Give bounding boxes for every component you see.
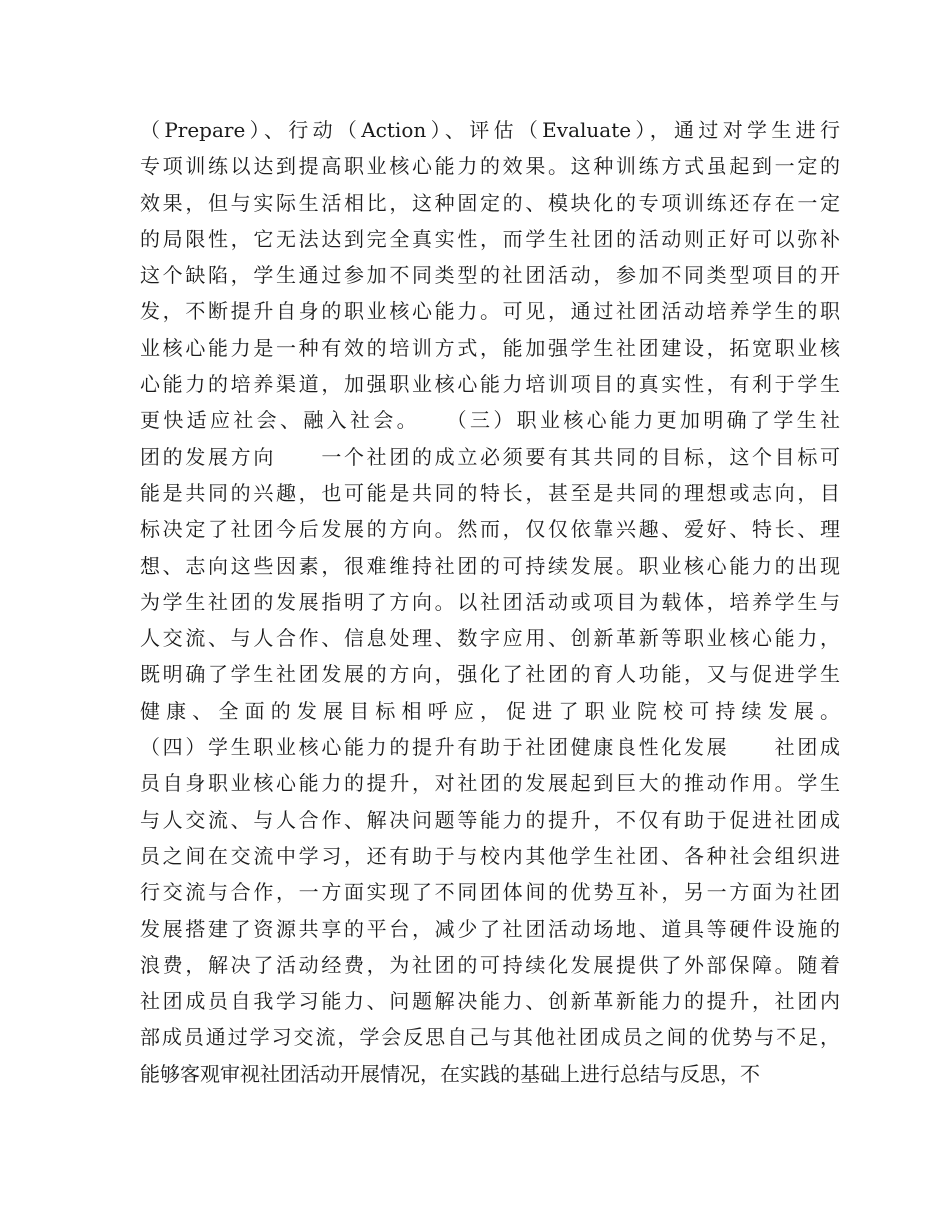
text-line: 员自身职业核心能力的提升，对社团的发展起到巨大的推动作用。学生 [140,771,840,796]
text-line: 员之间在交流中学习，还有助于与校内其他学生社团、各种社会组织进 [140,843,840,868]
text-line: 部成员通过学习交流，学会反思自己与其他社团成员之间的优势与不足， [140,1025,840,1050]
text-line: 标决定了社团今后发展的方向。然而，仅仅依靠兴趣、爱好、特长、理 [140,517,840,542]
text-line: 社团成员自我学习能力、问题解决能力、创新革新能力的提升，社团内 [140,989,840,1014]
text-line: 行交流与合作，一方面实现了不同团体间的优势互补，另一方面为社团 [140,880,840,905]
text-line: 发，不断提升自身的职业核心能力。可见，通过社团活动培养学生的职 [140,299,840,324]
text-line: 团的发展方向 一个社团的成立必须要有其共同的目标，这个目标可 [140,444,840,469]
text-line: 业核心能力是一种有效的培训方式，能加强学生社团建设，拓宽职业核 [140,335,840,360]
text-line: 效果，但与实际生活相比，这种固定的、模块化的专项训练还存在一定 [140,190,840,215]
text-line: 能够客观审视社团活动开展情况，在实践的基础上进行总结与反思，不 [140,1061,760,1086]
text-line: （Prepare）、行动（Action）、评估（Evaluate），通过对学生进行 [140,118,840,142]
text-line: （四）学生职业核心能力的提升有助于社团健康良性化发展 社团成 [140,735,840,760]
text-line: 更快适应社会、融入社会。 （三）职业核心能力更加明确了学生社 [140,408,840,433]
text-line: 的局限性，它无法达到完全真实性，而学生社团的活动则正好可以弥补 [140,226,840,251]
text-line: 发展搭建了资源共享的平台，减少了社团活动场地、道具等硬件设施的 [140,916,840,941]
text-line: 既明确了学生社团发展的方向，强化了社团的育人功能，又与促进学生 [140,662,840,687]
text-line: 健康、全面的发展目标相呼应，促进了职业院校可持续发展。 [140,698,840,723]
text-line: 想、志向这些因素，很难维持社团的可持续发展。职业核心能力的出现 [140,553,840,578]
text-line: 人交流、与人合作、信息处理、数字应用、创新革新等职业核心能力， [140,626,840,651]
text-line: 与人交流、与人合作、解决问题等能力的提升，不仅有助于促进社团成 [140,807,840,832]
body-text [140,112,840,1092]
text-line: 能是共同的兴趣，也可能是共同的特长，甚至是共同的理想或志向，目 [140,480,840,505]
text-line: 为学生社团的发展指明了方向。以社团活动或项目为载体，培养学生与 [140,589,840,614]
text-line: 心能力的培养渠道，加强职业核心能力培训项目的真实性，有利于学生 [140,372,840,397]
text-line: 专项训练以达到提高职业核心能力的效果。这种训练方式虽起到一定的 [140,154,840,179]
text-line: 浪费，解决了活动经费，为社团的可持续化发展提供了外部保障。随着 [140,952,840,977]
text-line: 这个缺陷，学生通过参加不同类型的社团活动，参加不同类型项目的开 [140,263,840,288]
